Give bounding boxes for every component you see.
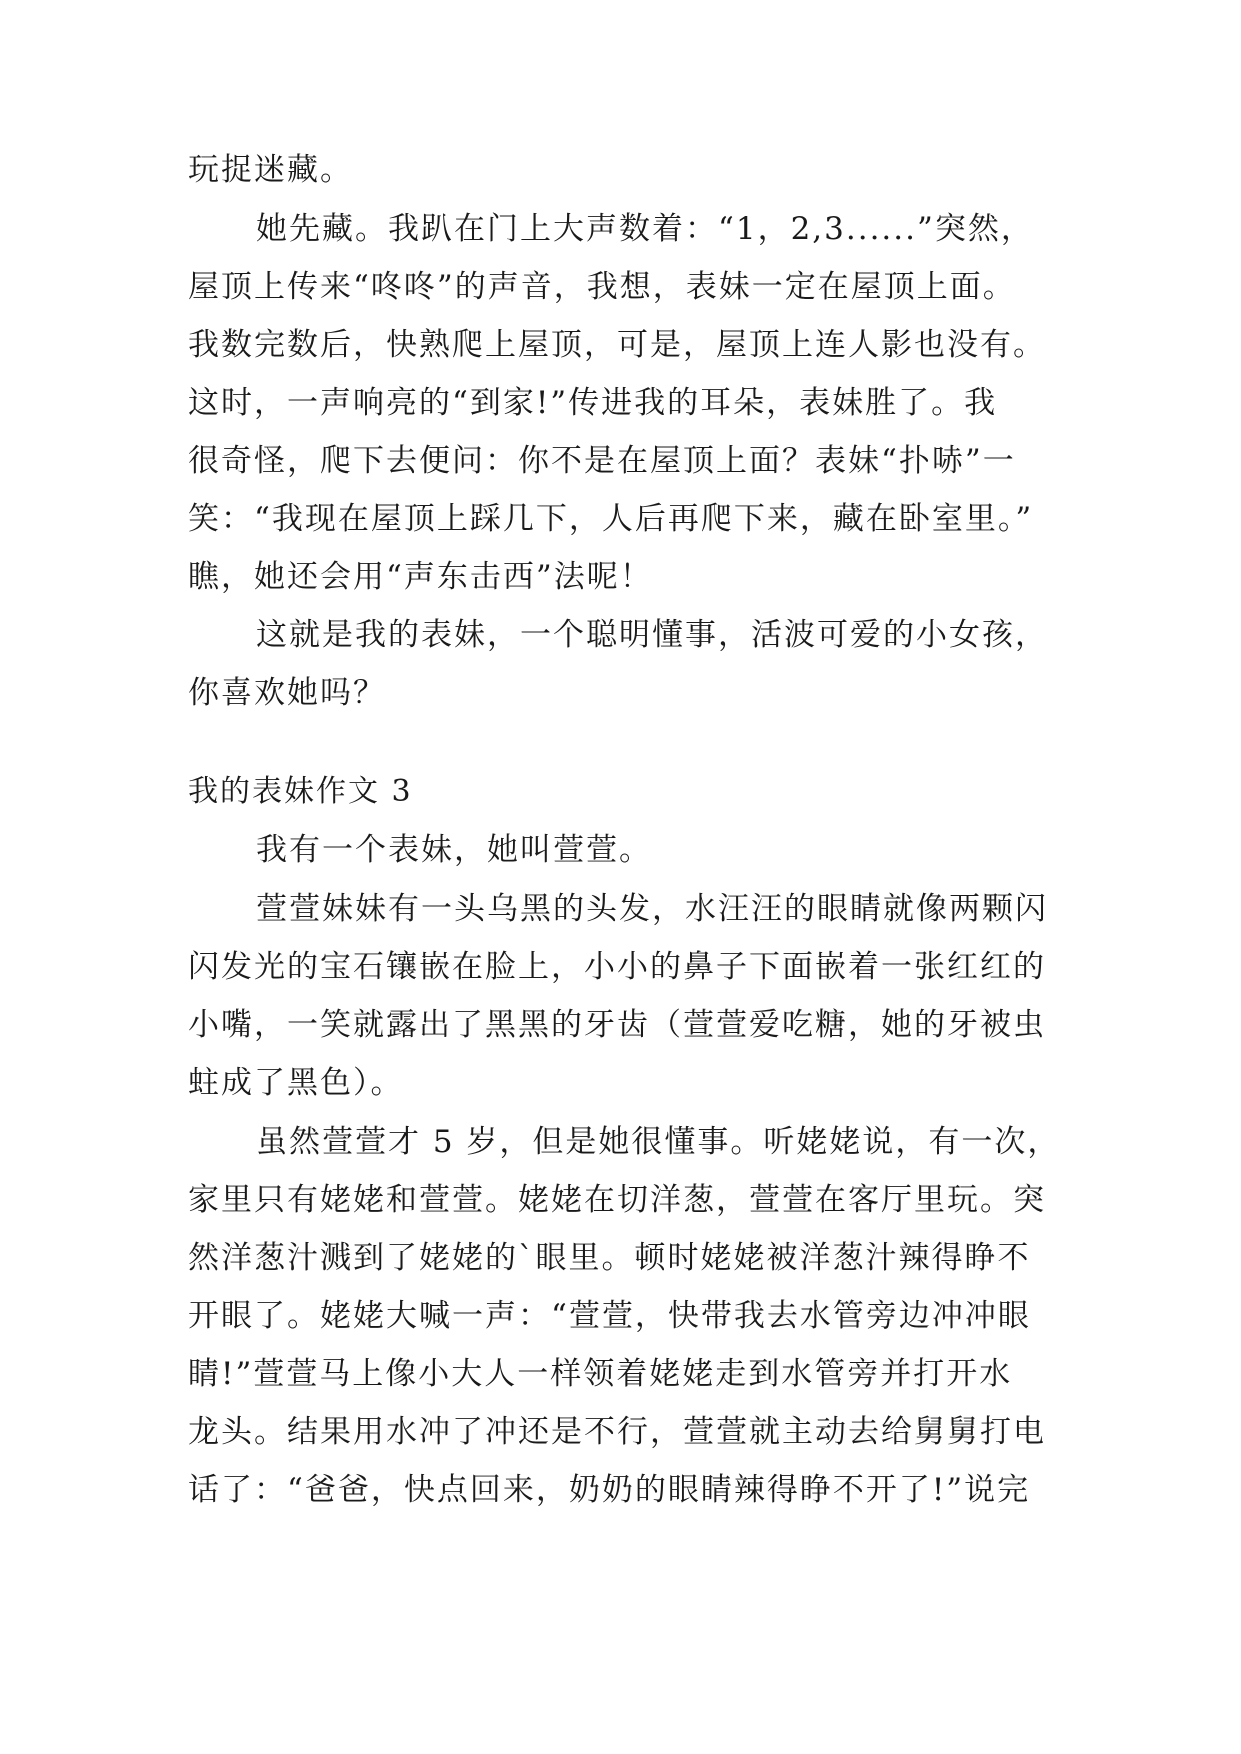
text-line-5: 这时，一声响亮的“到家!”传进我的耳朵，表妹胜了。我 [188,385,998,421]
text-line-3: 屋顶上传来“咚咚”的声音，我想，表妹一定在屋顶上面。 [188,269,1016,305]
text-line-10: 你喜欢她吗？ [188,675,386,711]
text-line-8: 瞧，她还会用“声东击西”法呢！ [188,559,653,595]
text-line-18: 家里只有姥姥和萱萱。姥姥在切洋葱，萱萱在客厅里玩。突 [188,1182,1046,1218]
text-line-22: 龙头。结果用水冲了冲还是不行，萱萱就主动去给舅舅打电 [188,1414,1046,1450]
text-line-14: 闪发光的宝石镶嵌在脸上，小小的鼻子下面嵌着一张红红的 [188,949,1046,985]
text-line-9: 这就是我的表妹，一个聪明懂事，活波可爱的小女孩， [256,617,1048,653]
text-line-6: 很奇怪，爬下去便问：你不是在屋顶上面？表妹“扑哧”一 [188,443,1016,479]
text-line-17: 虽然萱萱才 5 岁，但是她很懂事。听姥姥说，有一次， [256,1124,1061,1160]
section-heading: 我的表妹作文 3 [188,774,413,809]
text-line-1: 玩捉迷藏。 [188,152,353,188]
text-line-15: 小嘴，一笑就露出了黑黑的牙齿（萱萱爱吃糖，她的牙被虫 [188,1007,1046,1043]
text-line-21: 睛!”萱萱马上像小大人一样领着姥姥走到水管旁并打开水 [188,1356,1013,1392]
text-line-16: 蛀成了黑色）。 [188,1065,404,1101]
text-line-7: 笑：“我现在屋顶上踩几下，人后再爬下来，藏在卧室里。” [188,501,1034,537]
text-line-23: 话了：“爸爸，快点回来，奶奶的眼睛辣得睁不开了!”说完 [188,1472,1031,1508]
text-line-12: 我有一个表妹，她叫萱萱。 [256,832,652,868]
text-line-2: 她先藏。我趴在门上大声数着：“1，2,3......”突然， [256,211,1034,247]
text-line-4: 我数完数后，快熟爬上屋顶，可是，屋顶上连人影也没有。 [188,327,1046,363]
text-line-19: 然洋葱汁溅到了姥姥的`眼里。顿时姥姥被洋葱汁辣得睁不 [188,1240,1031,1276]
text-line-13: 萱萱妹妹有一头乌黑的头发，水汪汪的眼睛就像两颗闪 [256,891,1048,927]
text-line-20: 开眼了。姥姥大喊一声：“萱萱，快带我去水管旁边冲冲眼 [188,1298,1031,1334]
